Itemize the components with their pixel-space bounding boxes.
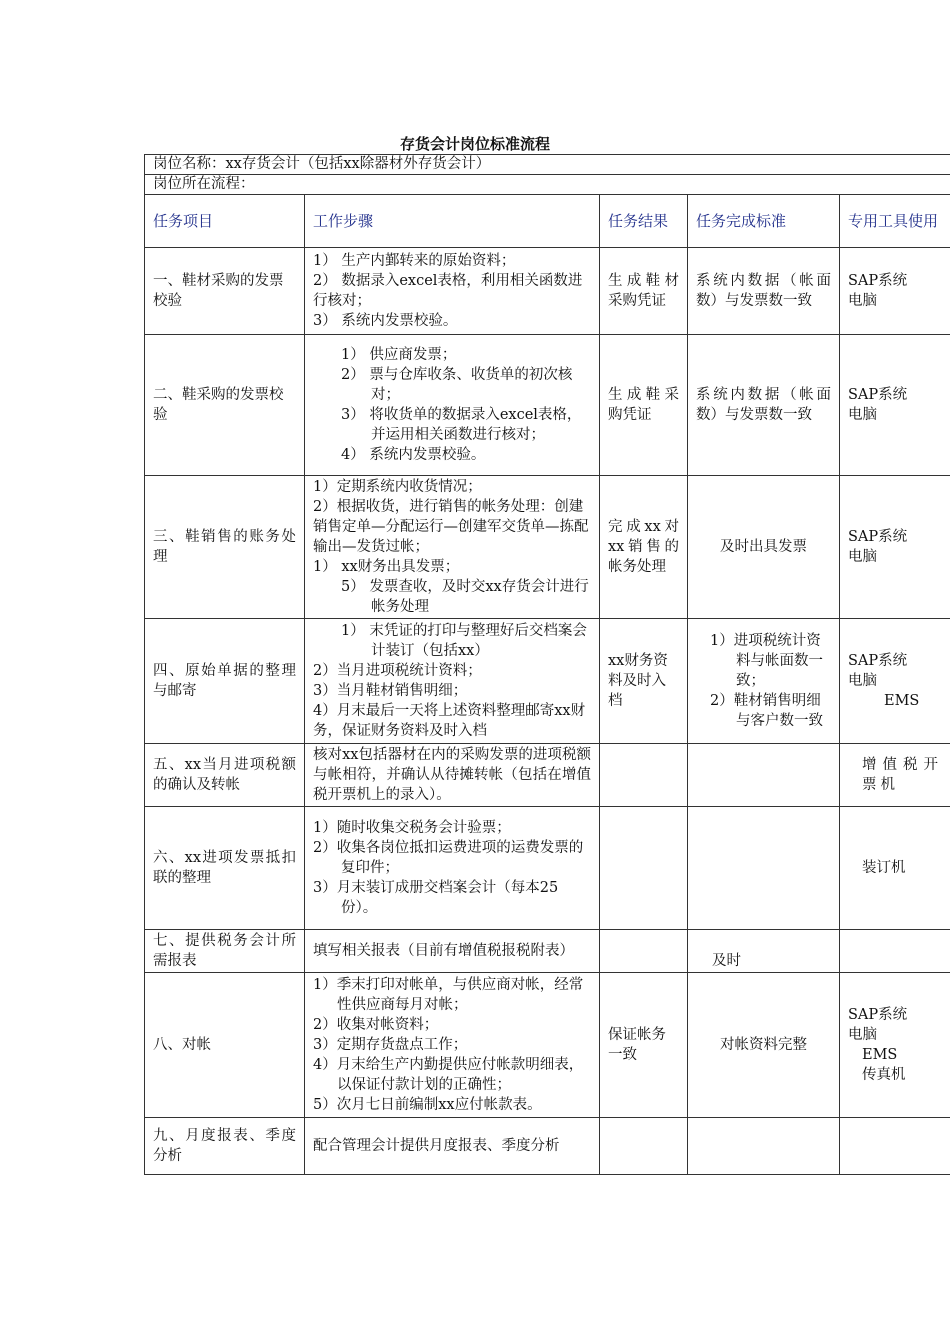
step: 1）定期系统内收货情况；	[313, 479, 482, 495]
tool: 传真机	[862, 1067, 906, 1083]
step: 3）当月鞋材销售明细；	[313, 683, 468, 699]
task-result: 完成xx对xx销售的帐务处理	[600, 476, 688, 619]
tool: 电脑	[848, 1027, 877, 1043]
table-row	[145, 248, 950, 335]
task-item: 一、鞋材采购的发票校验	[145, 248, 305, 335]
tool: SAP系统	[848, 529, 908, 545]
task-standard	[688, 807, 840, 930]
table-row	[145, 335, 950, 476]
step: 5） 发票查收，及时交xx存货会计进行帐务处理	[341, 579, 589, 615]
header-item: 任务项目	[145, 195, 305, 248]
header-standard: 任务完成标准	[688, 195, 840, 248]
tool: 电脑	[848, 673, 877, 689]
header-row	[145, 195, 950, 248]
header-result: 任务结果	[600, 195, 688, 248]
header-steps: 工作步骤	[305, 195, 600, 248]
task-standard	[688, 619, 840, 744]
step: 2） 数据录入excel表格，利用相关函数进行核对；	[313, 273, 583, 309]
task-tools	[840, 476, 950, 619]
standard-item: 2）鞋材销售明细与客户数一致	[710, 693, 823, 729]
task-standard: 及时出具发票	[688, 476, 840, 619]
table-row	[145, 619, 950, 744]
task-steps	[305, 248, 600, 335]
step: 核对xx包括器材在内的采购发票的进项税额与帐相符，并确认从待摊转帐（包括在增值税开票机上的录入）。	[313, 747, 591, 803]
task-result: 保证帐务一致	[600, 973, 688, 1118]
task-standard	[688, 744, 840, 807]
task-item: 九、月度报表、季度分析	[145, 1118, 305, 1175]
tool: SAP系统	[848, 273, 908, 289]
task-steps	[305, 807, 600, 930]
task-result: 生成鞋材采购凭证	[600, 248, 688, 335]
step: 3）定期存货盘点工作；	[313, 1037, 468, 1053]
tool: SAP系统	[848, 1007, 908, 1023]
step: 1） xx财务出具发票；	[313, 559, 460, 575]
post-flow-row	[145, 175, 950, 195]
step: 2）收集各岗位抵扣运费进项的运费发票的复印件；	[313, 840, 584, 876]
step: 2）当月进项税统计资料；	[313, 663, 482, 679]
task-tools	[840, 807, 950, 930]
task-result	[600, 744, 688, 807]
step: 4）月末最后一天将上述资料整理邮寄xx财务，保证财务资料及时入档	[313, 703, 586, 739]
task-tools	[840, 1118, 950, 1175]
post-flow: 岗位所在流程：	[145, 175, 950, 195]
tool: 装订机	[862, 860, 906, 876]
task-item: 二、鞋采购的发票校验	[145, 335, 305, 476]
tool: EMS	[862, 1047, 898, 1063]
step: 配合管理会计提供月度报表、季度分析	[313, 1138, 560, 1154]
task-tools	[840, 248, 950, 335]
task-item: 七、提供税务会计所需报表	[145, 930, 305, 973]
step: 3） 系统内发票校验。	[313, 313, 458, 329]
step: 2）收集对帐资料；	[313, 1017, 439, 1033]
task-standard: 对帐资料完整	[688, 973, 840, 1118]
table-row	[145, 930, 950, 973]
task-item: 五、xx当月进项税额的确认及转帐	[145, 744, 305, 807]
task-standard: 系统内数据（帐面数）与发票数一致	[688, 335, 840, 476]
step: 2） 票与仓库收条、收货单的初次核对；	[341, 367, 573, 403]
task-tools	[840, 930, 950, 973]
task-steps	[305, 744, 600, 807]
task-standard	[688, 930, 840, 973]
task-result	[600, 930, 688, 973]
task-steps	[305, 1118, 600, 1175]
step: 3） 将收货单的数据录入excel表格，并运用相关函数进行核对；	[341, 407, 582, 443]
task-tools	[840, 973, 950, 1118]
standard-text: 及时	[712, 953, 741, 969]
task-result: xx财务资料及时入档	[600, 619, 688, 744]
tool: SAP系统	[848, 387, 908, 403]
task-steps	[305, 476, 600, 619]
step: 1） 生产内鄞转来的原始资料；	[313, 253, 516, 269]
task-steps	[305, 335, 600, 476]
task-item: 三、鞋销售的账务处理	[145, 476, 305, 619]
task-steps	[305, 930, 600, 973]
tool: 电脑	[848, 549, 877, 565]
table-row	[145, 1118, 950, 1175]
tool: 电脑	[848, 293, 877, 309]
document-title: 存货会计岗位标准流程	[399, 135, 550, 153]
header-tools: 专用工具使用	[840, 195, 950, 248]
step: 5）次月七日前编制xx应付帐款表。	[313, 1097, 542, 1113]
task-steps	[305, 973, 600, 1118]
table-row	[145, 744, 950, 807]
standard-item: 1）进项税统计资料与帐面数一致；	[710, 633, 823, 689]
tool: 增值税开票机	[862, 757, 942, 793]
step: 3）月末装订成册交档案会计（每本25份）。	[313, 880, 559, 916]
task-result	[600, 807, 688, 930]
step: 2）根据收货，进行销售的帐务处理：创建销售定单—分配运行—创建军交货单—拣配输出—发货过帐；	[313, 499, 589, 555]
process-table	[144, 154, 950, 1175]
task-tools	[840, 619, 950, 744]
task-standard: 系统内数据（帐面数）与发票数一致	[688, 248, 840, 335]
task-tools	[840, 744, 950, 807]
post-name: 岗位名称：xx存货会计（包括xx除器材外存货会计）	[145, 155, 950, 175]
step: 填写相关报表（目前有增值税报税附表）	[313, 943, 574, 959]
post-name-row	[145, 155, 950, 175]
table-row	[145, 973, 950, 1118]
task-item: 八、对帐	[145, 973, 305, 1118]
tool: EMS	[884, 693, 920, 709]
table-row	[145, 476, 950, 619]
task-result	[600, 1118, 688, 1175]
task-result: 生成鞋采购凭证	[600, 335, 688, 476]
step: 1）季末打印对帐单，与供应商对帐，经常性供应商每月对帐；	[313, 977, 584, 1013]
step: 1） 供应商发票；	[341, 347, 457, 363]
step: 4） 系统内发票校验。	[341, 447, 486, 463]
step: 1） 末凭证的打印与整理好后交档案会计装订（包括xx）	[341, 623, 587, 659]
step: 4）月末给生产内勤提供应付帐款明细表，以保证付款计划的正确性；	[313, 1057, 584, 1093]
task-item: 六、xx进项发票抵扣联的整理	[145, 807, 305, 930]
tool: 电脑	[848, 407, 877, 423]
task-tools	[840, 335, 950, 476]
task-item: 四、原始单据的整理与邮寄	[145, 619, 305, 744]
tool: SAP系统	[848, 653, 908, 669]
table-row	[145, 807, 950, 930]
step: 1）随时收集交税务会计验票；	[313, 820, 511, 836]
task-standard	[688, 1118, 840, 1175]
task-steps	[305, 619, 600, 744]
